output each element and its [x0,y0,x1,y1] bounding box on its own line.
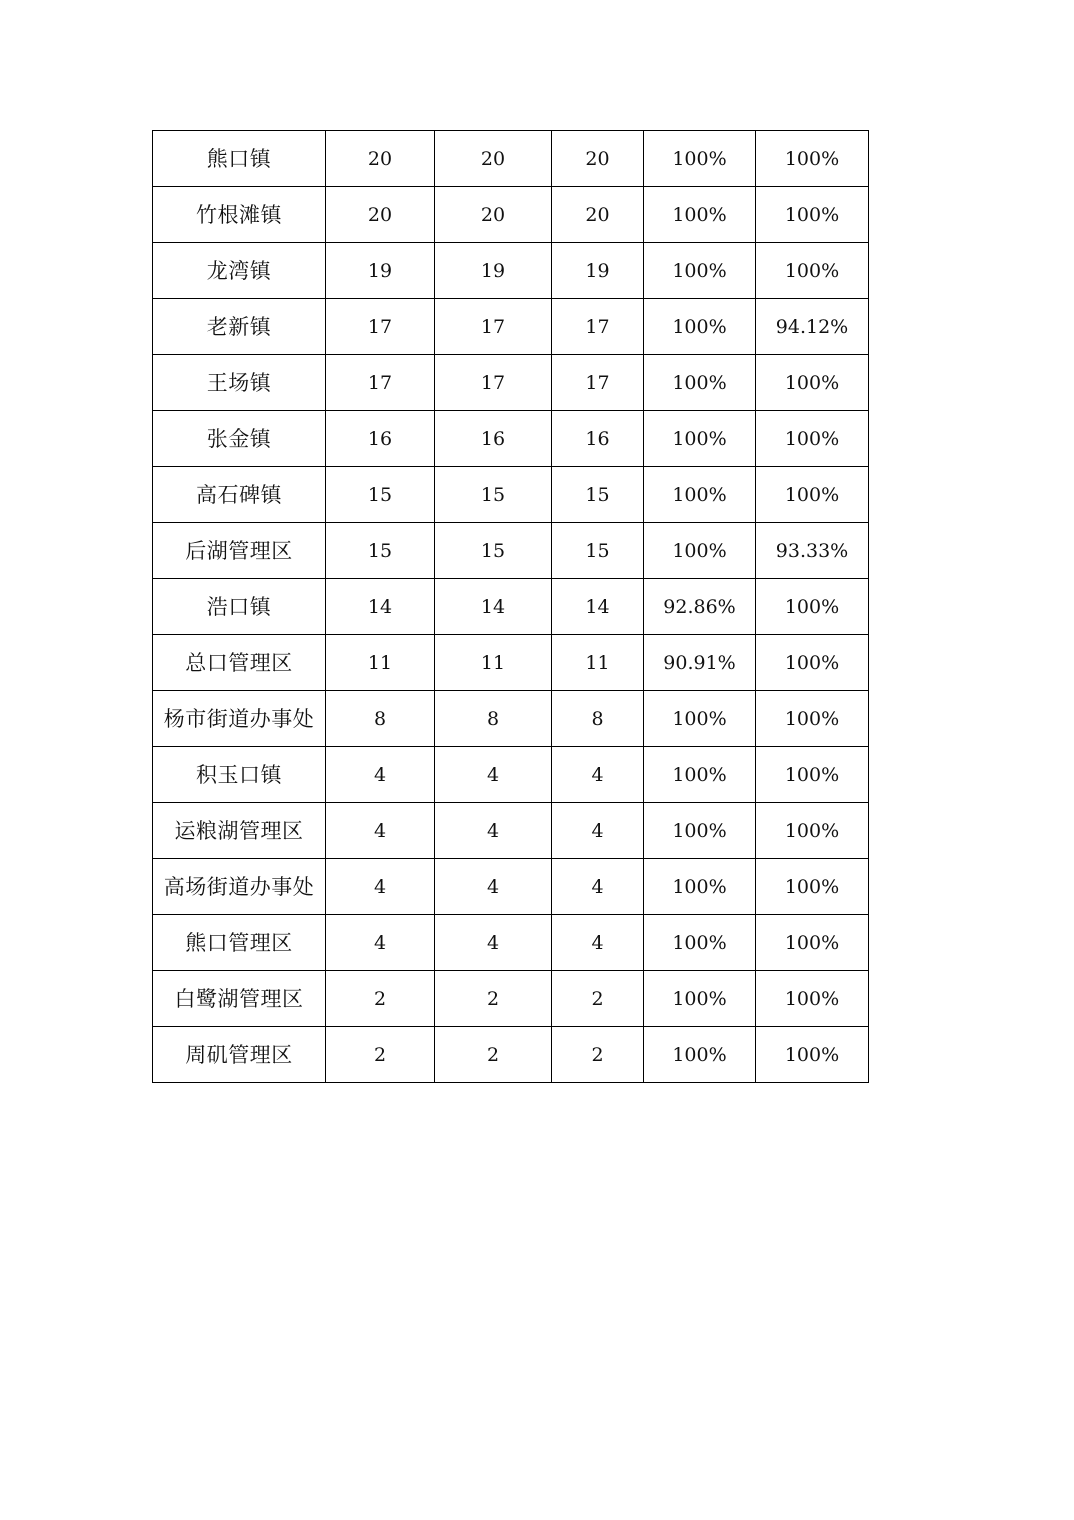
rate-e-cell: 100% [756,635,869,691]
unit-name-cell: 王场镇 [153,355,326,411]
table-row [153,131,869,187]
unit-name-cell: 高石碑镇 [153,467,326,523]
count-c-cell: 4 [552,803,644,859]
count-a-cell: 20 [326,187,435,243]
count-b-cell: 16 [435,411,552,467]
rate-e-cell: 93.33% [756,523,869,579]
unit-name-cell: 熊口管理区 [153,915,326,971]
table-row [153,691,869,747]
count-a-cell: 16 [326,411,435,467]
count-b-cell: 4 [435,915,552,971]
rate-d-cell: 100% [644,355,756,411]
count-a-cell: 4 [326,915,435,971]
count-b-cell: 2 [435,1027,552,1083]
unit-name-cell: 积玉口镇 [153,747,326,803]
unit-name-cell: 熊口镇 [153,131,326,187]
unit-name-cell: 张金镇 [153,411,326,467]
count-b-cell: 19 [435,243,552,299]
rate-d-cell: 100% [644,691,756,747]
rate-d-cell: 100% [644,971,756,1027]
count-c-cell: 2 [552,1027,644,1083]
count-c-cell: 15 [552,467,644,523]
rate-d-cell: 100% [644,747,756,803]
table-row [153,411,869,467]
count-b-cell: 14 [435,579,552,635]
table-row [153,747,869,803]
count-c-cell: 15 [552,523,644,579]
count-a-cell: 17 [326,355,435,411]
count-a-cell: 17 [326,299,435,355]
count-c-cell: 2 [552,971,644,1027]
count-b-cell: 2 [435,971,552,1027]
rate-e-cell: 100% [756,971,869,1027]
count-c-cell: 8 [552,691,644,747]
count-a-cell: 2 [326,971,435,1027]
count-a-cell: 20 [326,131,435,187]
unit-name-cell: 竹根滩镇 [153,187,326,243]
unit-name-cell: 白鹭湖管理区 [153,971,326,1027]
table-row [153,355,869,411]
unit-name-cell: 浩口镇 [153,579,326,635]
rate-d-cell: 100% [644,915,756,971]
table-row [153,579,869,635]
rate-d-cell: 90.91% [644,635,756,691]
unit-name-cell: 运粮湖管理区 [153,803,326,859]
count-a-cell: 8 [326,691,435,747]
rate-e-cell: 100% [756,187,869,243]
rate-e-cell: 100% [756,803,869,859]
table-row [153,467,869,523]
rate-d-cell: 100% [644,299,756,355]
rate-d-cell: 92.86% [644,579,756,635]
count-b-cell: 20 [435,131,552,187]
rate-d-cell: 100% [644,411,756,467]
rate-d-cell: 100% [644,1027,756,1083]
unit-name-cell: 后湖管理区 [153,523,326,579]
count-c-cell: 20 [552,187,644,243]
count-a-cell: 11 [326,635,435,691]
count-c-cell: 19 [552,243,644,299]
rate-d-cell: 100% [644,243,756,299]
count-b-cell: 15 [435,523,552,579]
rate-e-cell: 100% [756,747,869,803]
count-b-cell: 11 [435,635,552,691]
unit-name-cell: 杨市街道办事处 [153,691,326,747]
table-row [153,523,869,579]
count-a-cell: 14 [326,579,435,635]
rate-e-cell: 100% [756,467,869,523]
count-c-cell: 11 [552,635,644,691]
count-b-cell: 20 [435,187,552,243]
count-c-cell: 4 [552,859,644,915]
table-row [153,635,869,691]
data-table [152,130,869,1083]
count-a-cell: 4 [326,803,435,859]
table-row [153,803,869,859]
rate-e-cell: 100% [756,355,869,411]
count-c-cell: 17 [552,355,644,411]
rate-d-cell: 100% [644,187,756,243]
table-row [153,243,869,299]
count-c-cell: 20 [552,131,644,187]
count-a-cell: 4 [326,747,435,803]
count-b-cell: 4 [435,859,552,915]
count-b-cell: 4 [435,803,552,859]
unit-name-cell: 龙湾镇 [153,243,326,299]
table-body [153,131,869,1083]
count-c-cell: 4 [552,915,644,971]
table-row [153,971,869,1027]
rate-e-cell: 100% [756,131,869,187]
count-a-cell: 19 [326,243,435,299]
count-b-cell: 17 [435,355,552,411]
rate-d-cell: 100% [644,467,756,523]
table-row [153,915,869,971]
unit-name-cell: 老新镇 [153,299,326,355]
rate-e-cell: 100% [756,243,869,299]
rate-e-cell: 100% [756,859,869,915]
rate-e-cell: 100% [756,411,869,467]
count-c-cell: 16 [552,411,644,467]
unit-name-cell: 周矶管理区 [153,1027,326,1083]
rate-e-cell: 100% [756,579,869,635]
count-a-cell: 15 [326,523,435,579]
rate-d-cell: 100% [644,131,756,187]
count-b-cell: 8 [435,691,552,747]
table-row [153,299,869,355]
count-a-cell: 15 [326,467,435,523]
table-row [153,187,869,243]
rate-e-cell: 100% [756,1027,869,1083]
count-c-cell: 4 [552,747,644,803]
rate-e-cell: 94.12% [756,299,869,355]
count-c-cell: 17 [552,299,644,355]
table-row [153,859,869,915]
unit-name-cell: 高场街道办事处 [153,859,326,915]
count-b-cell: 4 [435,747,552,803]
unit-name-cell: 总口管理区 [153,635,326,691]
rate-e-cell: 100% [756,691,869,747]
rate-d-cell: 100% [644,859,756,915]
count-a-cell: 4 [326,859,435,915]
count-b-cell: 15 [435,467,552,523]
count-c-cell: 14 [552,579,644,635]
rate-e-cell: 100% [756,915,869,971]
count-b-cell: 17 [435,299,552,355]
table-row [153,1027,869,1083]
count-a-cell: 2 [326,1027,435,1083]
rate-d-cell: 100% [644,523,756,579]
rate-d-cell: 100% [644,803,756,859]
